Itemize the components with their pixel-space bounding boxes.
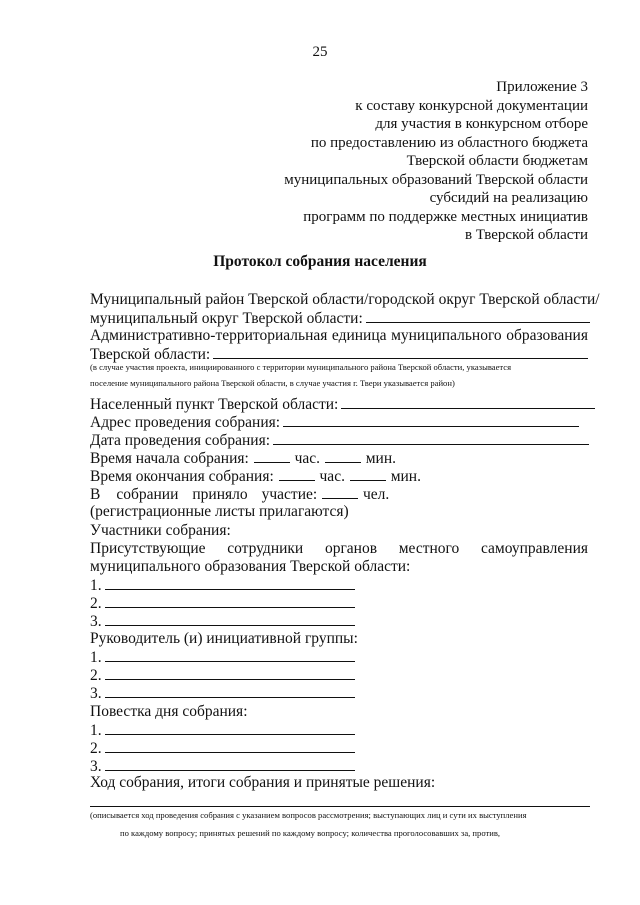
bottom-note-line2: по каждому вопросу; принятых решений по каждому вопросу; количества проголосовавших за, против, (120, 828, 501, 838)
attendance-field (90, 485, 389, 504)
settlement-field (90, 395, 595, 414)
admin-label-line1 (90, 327, 588, 345)
item-number: 2. (90, 740, 102, 757)
present-item (90, 612, 355, 631)
settlement-blank[interactable] (341, 395, 595, 409)
start-hours-blank[interactable] (254, 449, 290, 463)
item-number: 1. (90, 649, 102, 666)
date-field (90, 431, 589, 450)
attendance-word: собрании (116, 486, 179, 503)
item-number: 2. (90, 595, 102, 612)
appendix-line: Приложение 3 (496, 79, 588, 95)
appendix-line: Тверской области бюджетам (406, 153, 588, 169)
agenda-blank-3[interactable] (105, 757, 355, 771)
present-word: Присутствующие (90, 540, 206, 557)
present-word: сотрудники (227, 540, 304, 557)
appendix-line: субсидий на реализацию (429, 190, 588, 206)
municipal-label-line1: Муниципальный район Тверской области/городской округ Тверской области/ (90, 291, 600, 308)
appendix-line: в Тверской области (464, 227, 588, 243)
present-blank-1[interactable] (105, 576, 355, 590)
start-minutes-unit: мин. (365, 450, 397, 467)
admin-word: Административно-территориальная (90, 327, 328, 344)
start-time-label: Время начала собрания: (90, 450, 249, 467)
leader-blank-1[interactable] (105, 648, 355, 662)
participants-heading: Участники собрания: (90, 522, 231, 539)
appendix-header (284, 78, 588, 245)
attendance-word: В (90, 486, 101, 503)
registration-note: (регистрационные листы прилагаются) (90, 503, 349, 520)
present-word: самоуправления (480, 540, 588, 557)
page-number: 25 (312, 44, 328, 60)
leader-item (90, 666, 355, 685)
appendix-line: программ по поддержке местных инициатив (303, 208, 588, 225)
end-time-field (90, 467, 421, 486)
progress-heading: Ход собрания, итоги собрания и принятые решения: (90, 774, 436, 791)
document-title: Протокол собрания населения (213, 253, 427, 270)
item-number: 3. (90, 758, 102, 775)
appendix-line: по предоставлению из областного бюджета (310, 134, 588, 151)
present-label-line2: муниципального образования Тверской области: (90, 558, 411, 575)
present-word: местного (398, 540, 460, 557)
end-minutes-unit: мин. (390, 468, 421, 485)
item-number: 2. (90, 667, 102, 684)
leader-blank-3[interactable] (105, 684, 355, 698)
item-number: 3. (90, 685, 102, 702)
item-number: 1. (90, 577, 102, 594)
settlement-label: Населенный пункт Тверской области: (90, 396, 339, 413)
item-number: 3. (90, 613, 102, 630)
address-blank[interactable] (283, 413, 579, 427)
end-hours-blank[interactable] (279, 467, 315, 481)
leader-item (90, 648, 355, 667)
appendix-line: к составу конкурсной документации (355, 97, 588, 114)
agenda-blank-2[interactable] (105, 739, 355, 753)
admin-blank[interactable] (213, 345, 588, 359)
leader-blank-2[interactable] (105, 666, 355, 680)
admin-word: единица (331, 327, 387, 344)
start-minutes-blank[interactable] (325, 449, 361, 463)
present-blank-2[interactable] (105, 594, 355, 608)
leader-heading: Руководитель (и) инициативной группы: (90, 630, 358, 647)
address-field (90, 413, 579, 432)
present-label-line1 (90, 540, 588, 558)
start-hours-unit: час. (294, 450, 320, 467)
municipal-label-line2: муниципальный округ Тверской области: (90, 310, 363, 327)
municipal-field (90, 309, 590, 328)
agenda-item (90, 739, 355, 758)
present-item (90, 576, 355, 595)
attendance-word: участие: (261, 486, 318, 503)
end-hours-unit: час. (319, 468, 345, 485)
attendance-word: приняло (192, 486, 248, 503)
present-blank-3[interactable] (105, 612, 355, 626)
date-label: Дата проведения собрания: (90, 432, 270, 449)
agenda-blank-1[interactable] (105, 721, 355, 735)
municipal-blank[interactable] (366, 309, 590, 323)
end-time-label: Время окончания собрания: (90, 468, 274, 485)
admin-word: образования (506, 327, 588, 344)
address-label: Адрес проведения собрания: (90, 414, 281, 431)
admin-note-line2: поселение муниципального района Тверской области, в случае участия г. Твери указывается район) (90, 378, 455, 388)
end-minutes-blank[interactable] (350, 467, 386, 481)
item-number: 1. (90, 722, 102, 739)
appendix-line: муниципальных образований Тверской области (284, 171, 588, 188)
present-item (90, 594, 355, 613)
attendance-unit: чел. (362, 486, 390, 503)
date-blank[interactable] (273, 431, 589, 445)
admin-label-line2: Тверской области: (90, 346, 211, 363)
agenda-item (90, 721, 355, 740)
progress-blank-line[interactable] (90, 806, 590, 807)
leader-item (90, 684, 355, 703)
present-word: органов (324, 540, 378, 557)
start-time-field (90, 449, 396, 468)
admin-note-line1: (в случае участия проекта, инициированного с территории муниципального района Тверской области, указывается (90, 362, 512, 372)
admin-word: муниципального (391, 327, 502, 344)
attendance-blank[interactable] (322, 485, 358, 499)
appendix-line: для участия в конкурсном отборе (375, 116, 588, 132)
bottom-note-line1: (описывается ход проведения собрания с указанием вопросов рассмотрения; выступающих лиц и сути их выступления (90, 810, 527, 820)
agenda-heading: Повестка дня собрания: (90, 703, 248, 720)
